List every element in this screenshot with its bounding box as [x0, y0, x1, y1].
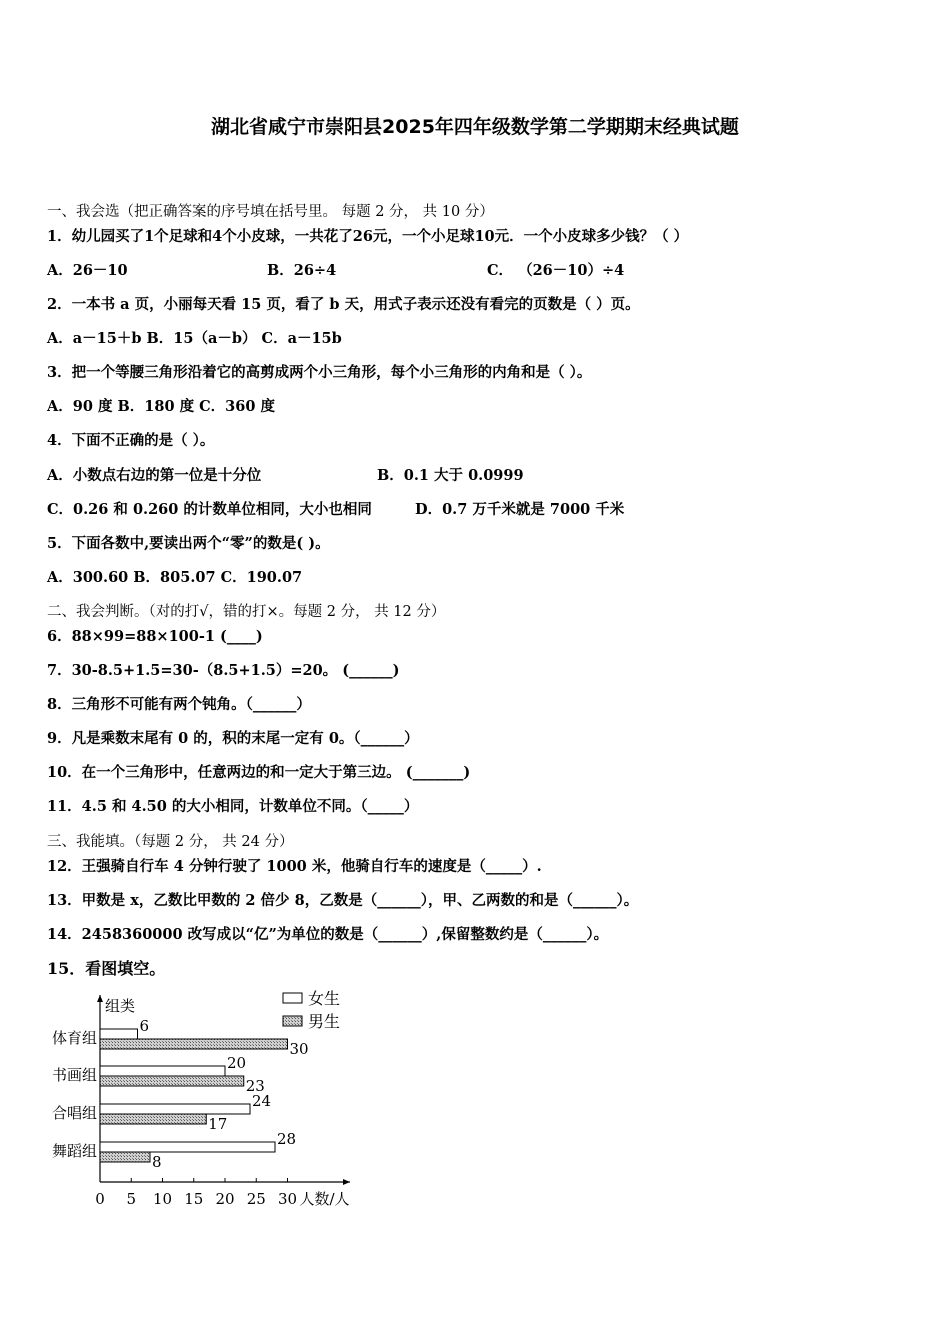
question-2: 2．一本书 a 页，小丽每天看 15 页，看了 b 天，用式子表示还没有看完的页数是（ ）页。: [47, 296, 640, 313]
question-3-options: A．90 度 B．180 度 C．360 度: [47, 398, 275, 415]
question-11: 11．4.5 和 4.50 的大小相同，计数单位不同。（_____）: [47, 798, 419, 815]
data-label: 20: [227, 1054, 247, 1072]
x-tick-label: 15: [184, 1190, 204, 1208]
bar-boys: [100, 1076, 244, 1086]
page-title: 湖北省咸宁市崇阳县2025年四年级数学第二学期期末经典试题: [211, 116, 739, 138]
bar-boys: [100, 1152, 150, 1162]
option-b: B．0.1 大于 0.0999: [377, 467, 524, 484]
bar-girls: [100, 1104, 250, 1114]
question-13: 13．甲数是 x，乙数比甲数的 2 倍少 8，乙数是（______），甲、乙两数的和是（______）。: [47, 892, 639, 909]
section-3-heading: 三、我能填。（每题 2 分， 共 24 分）: [47, 834, 294, 850]
data-label: 23: [245, 1077, 265, 1095]
data-label: 17: [208, 1115, 228, 1133]
bar-chart: [40, 985, 370, 1215]
x-tick-label: 25: [246, 1190, 266, 1208]
question-9: 9．凡是乘数末尾有 0 的，积的末尾一定有 0。（______）: [47, 730, 419, 747]
question-1-options: [47, 261, 624, 281]
x-tick-label: 5: [126, 1190, 137, 1208]
option-c: C． （26－10）÷4: [487, 262, 625, 279]
category-label: 合唱组: [51, 1104, 97, 1122]
question-4: 4．下面不正确的是（ ）。: [47, 432, 215, 449]
legend-label: 女生: [308, 989, 341, 1008]
question-15: 15．看图填空。: [47, 959, 166, 978]
section-2-heading: 二、我会判断。（对的打√，错的打×。每题 2 分， 共 12 分）: [47, 604, 446, 620]
bar-boys: [100, 1114, 206, 1124]
option-a: A．小数点右边的第一位是十分位: [47, 467, 262, 484]
question-6: 6．88×99=88×100-1 (____): [47, 628, 263, 645]
category-label: 体育组: [51, 1029, 97, 1047]
question-5-options: A．300.60 B．805.07 C．190.07: [47, 569, 303, 586]
legend-swatch: [283, 993, 302, 1003]
question-1: 1．幼儿园买了1个足球和4个小皮球，一共花了26元，一个小足球10元．一个小皮球多少钱？（ ）: [47, 228, 689, 245]
option-a: A．26－10: [47, 262, 128, 279]
data-label: 28: [277, 1130, 297, 1148]
bar-girls: [100, 1029, 138, 1039]
question-10: 10．在一个三角形中，任意两边的和一定大于第三边。 (_______): [47, 764, 471, 781]
question-5: 5．下面各数中,要读出两个“零”的数是( )。: [47, 535, 330, 552]
question-4-options-row2: [47, 500, 624, 520]
question-3: 3．把一个等腰三角形沿着它的高剪成两个小三角形，每个小三角形的内角和是（ ）。: [47, 364, 592, 381]
x-axis-arrow: [343, 1179, 350, 1185]
legend-label: 男生: [308, 1012, 341, 1031]
data-label: 24: [252, 1092, 272, 1110]
legend-swatch: [283, 1016, 302, 1026]
data-label: 30: [289, 1040, 309, 1058]
question-7: 7．30-8.5+1.5=30-（8.5+1.5）=20。 (______): [47, 662, 400, 679]
question-2-options: A．a－15＋b B．15（a－b） C．a－15b: [47, 330, 342, 347]
x-tick-label: 0: [95, 1190, 105, 1208]
x-tick-label: 10: [152, 1190, 173, 1208]
bar-girls: [100, 1066, 225, 1076]
question-14: 14．2458360000 改写成以“亿”为单位的数是（______）,保留整数约是（______）。: [47, 926, 609, 943]
question-8: 8．三角形不可能有两个钝角。（______）: [47, 696, 311, 713]
y-axis-arrow: [97, 995, 103, 1002]
section-1-heading: 一、我会选（把正确答案的序号填在括号里。 每题 2 分， 共 10 分）: [47, 204, 494, 220]
x-tick-label: 20: [215, 1190, 235, 1208]
data-label: 8: [152, 1153, 162, 1171]
x-tick-label: 30: [277, 1190, 298, 1208]
question-12: 12．王强骑自行车 4 分钟行驶了 1000 米，他骑自行车的速度是（_____）.: [47, 858, 542, 875]
question-4-options-row1: [47, 466, 524, 486]
category-label: 舞蹈组: [51, 1142, 97, 1160]
y-axis-label: 组类: [105, 997, 136, 1015]
data-label: 6: [139, 1017, 150, 1035]
option-d: D．0.7 万千米就是 7000 千米: [415, 501, 625, 518]
bar-boys: [100, 1039, 288, 1049]
bar-girls: [100, 1142, 275, 1152]
option-b: B．26÷4: [267, 262, 337, 279]
x-axis-label: 人数/人: [299, 1190, 350, 1208]
option-c: C．0.26 和 0.260 的计数单位相同，大小也相同: [47, 501, 372, 518]
category-label: 书画组: [51, 1066, 97, 1084]
